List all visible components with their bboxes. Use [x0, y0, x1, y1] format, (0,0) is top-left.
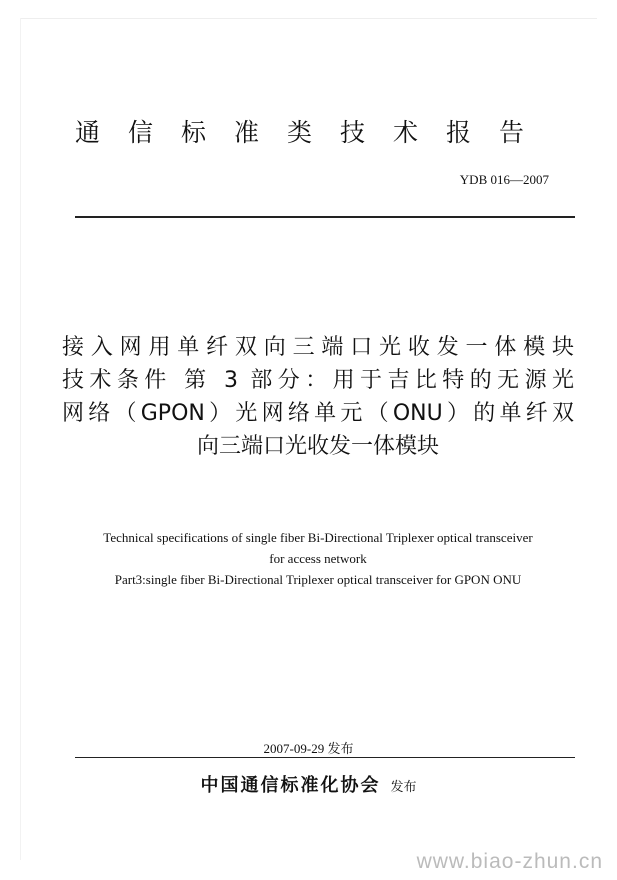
document-number: YDB 016—2007: [459, 172, 549, 187]
english-title-line-2: for access network: [269, 551, 367, 566]
page-edge-top: [20, 18, 597, 19]
chinese-title-line-4: 向三端口光收发一体模块: [196, 434, 439, 459]
chinese-title-line-3: 网络（GPON）光网络单元（ONU）的单纤双: [62, 401, 574, 426]
watermark: www.biao-zhun.cn: [416, 850, 603, 873]
english-title-line-1: Technical specifications of single fiber Bi-Directional Triplexer optical transceiver: [103, 530, 533, 545]
issuer: [0, 771, 617, 797]
english-title: [62, 527, 574, 590]
issuer-name: 中国通信标准化协会: [200, 775, 381, 796]
chinese-title-line-1: 接入网用单纤双向三端口光收发一体模块: [62, 335, 574, 360]
english-title-line-3: Part3:single fiber Bi-Directional Triplexer optical transceiver for GPON ONU: [114, 572, 522, 587]
page-edge-left: [20, 18, 21, 860]
chinese-title: [62, 331, 574, 463]
header-divider: [75, 216, 575, 218]
chinese-title-line-2: 技术条件 第 3 部分：用于吉比特的无源光: [62, 368, 574, 393]
issuer-action: 发布: [390, 780, 417, 795]
release-date: 2007-09-29 发布: [263, 741, 354, 756]
footer-divider: [75, 757, 575, 758]
report-type-heading: 通信标准类技术报告: [75, 118, 553, 147]
